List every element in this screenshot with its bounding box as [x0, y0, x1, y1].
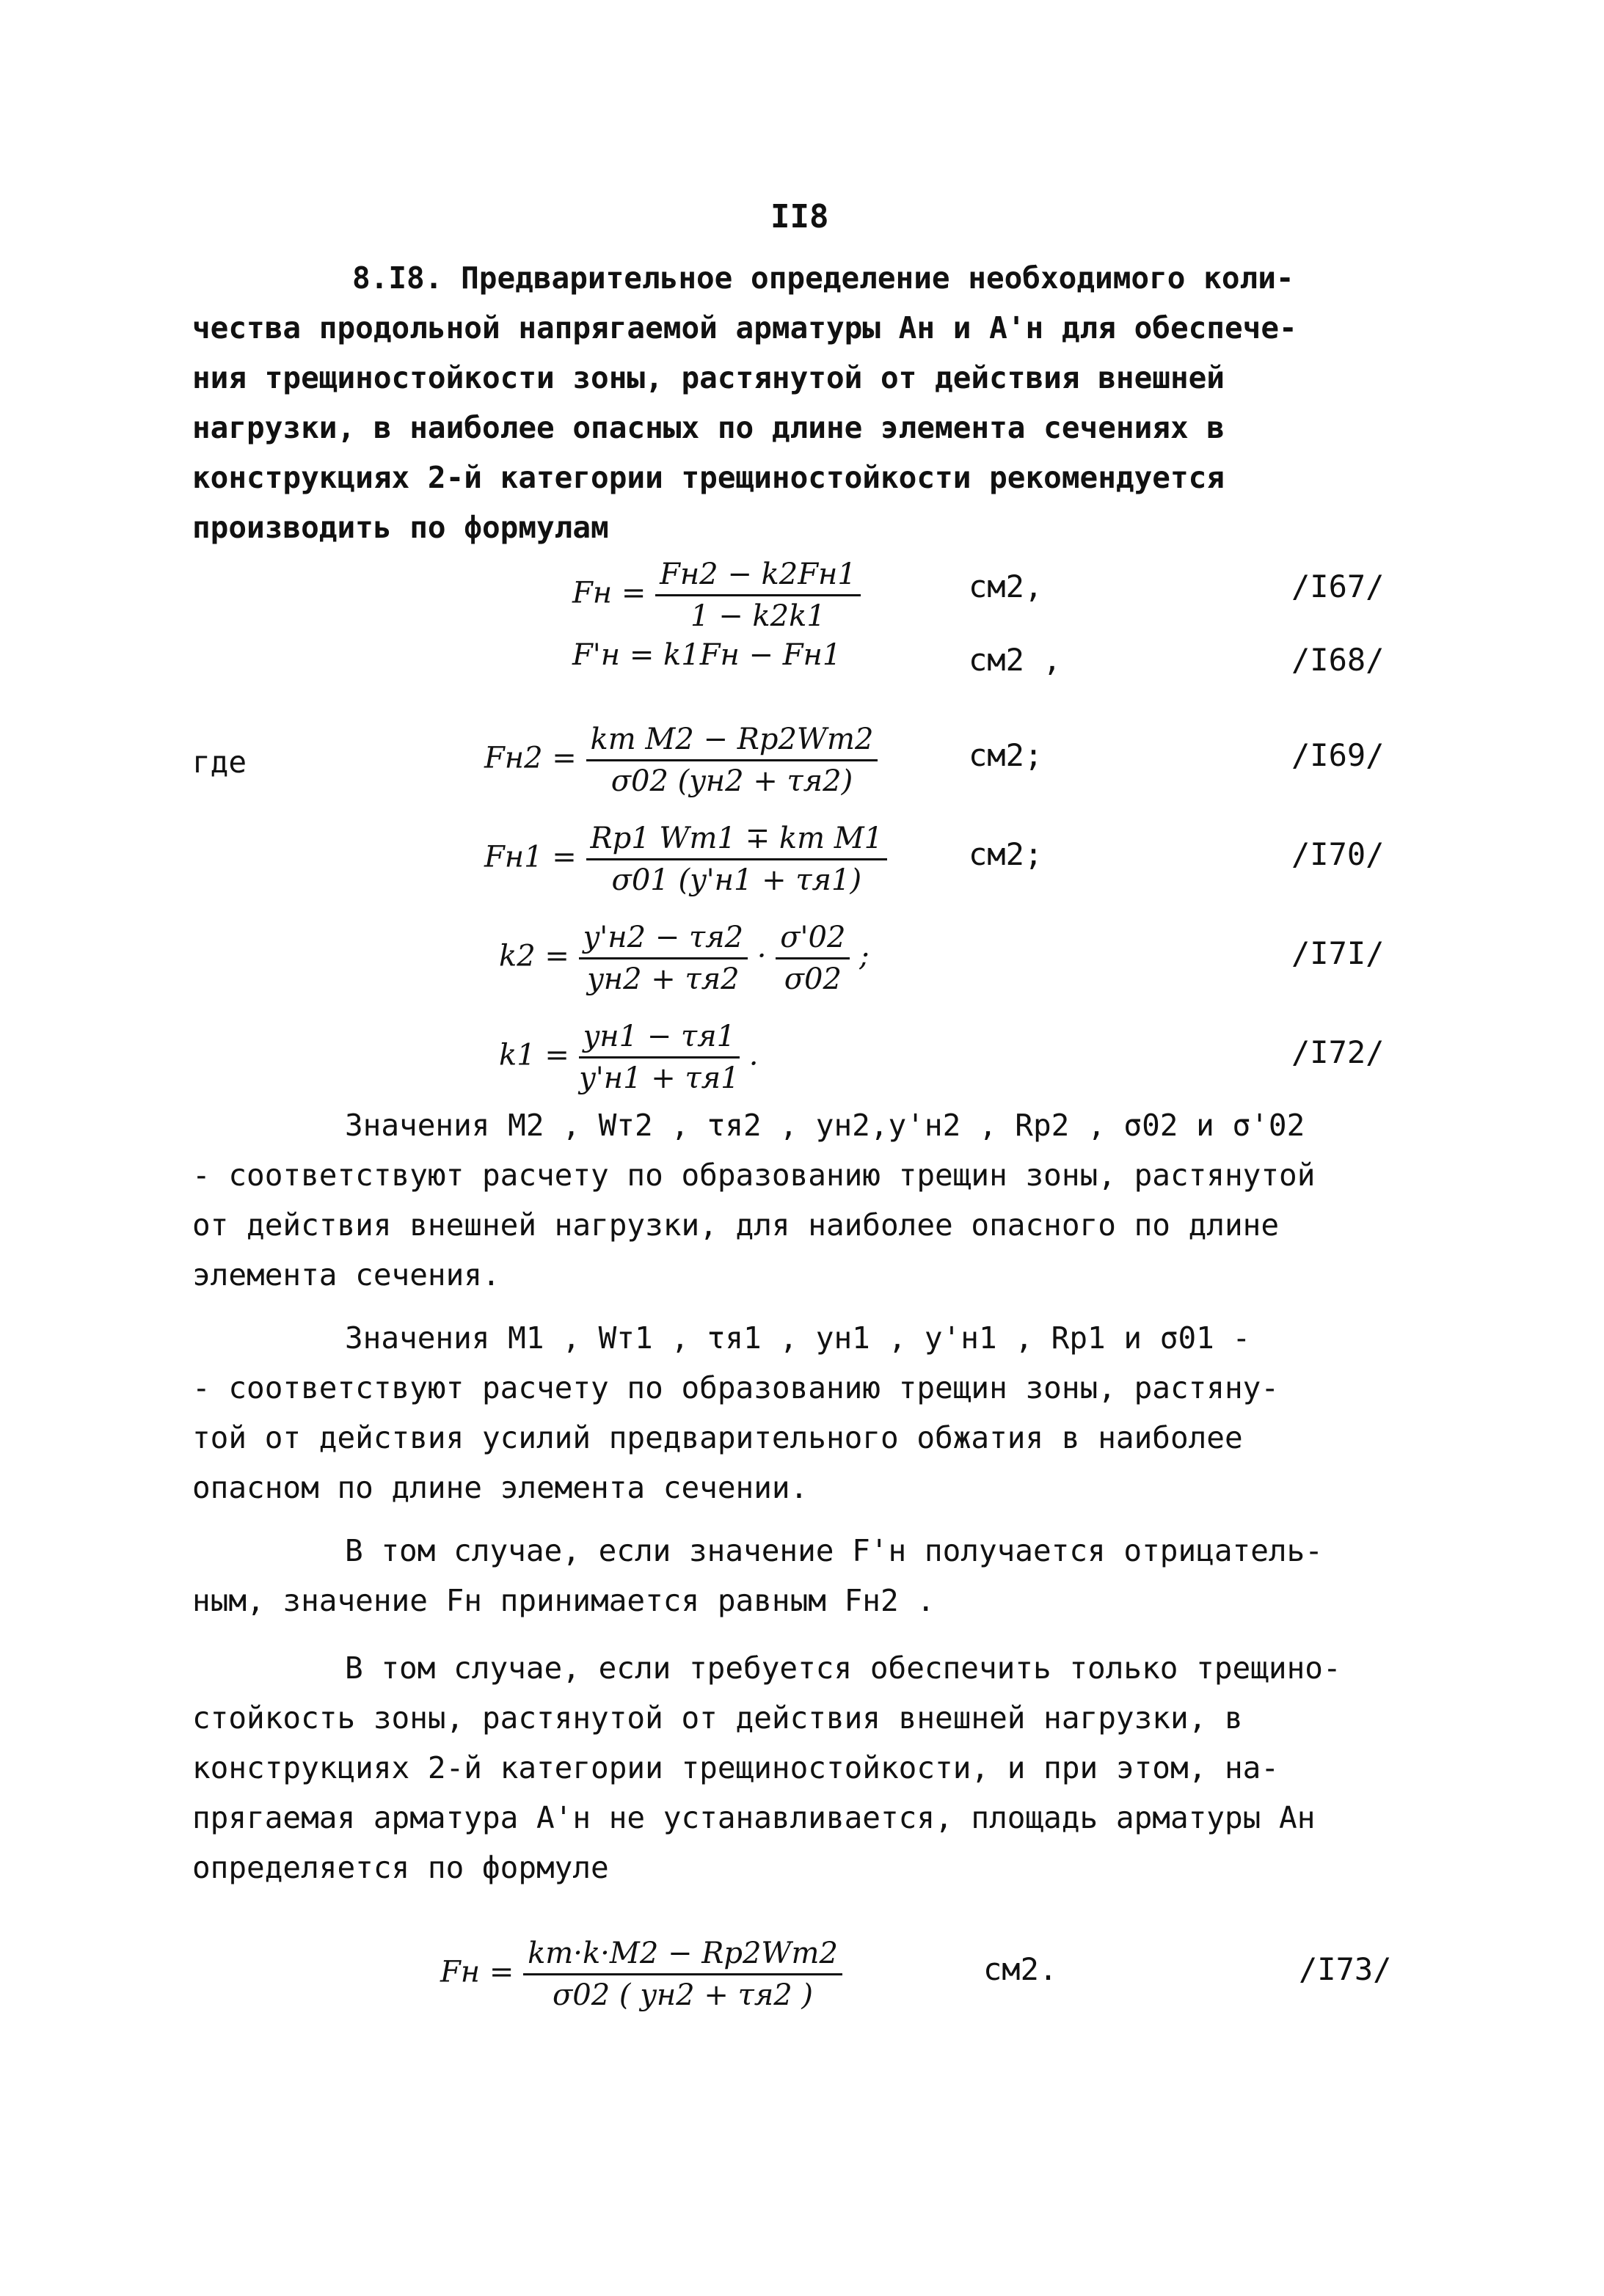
formula-171-number: /I7I/: [1291, 935, 1385, 971]
page-number: II8: [770, 198, 829, 235]
formula-167-unit: см2,: [969, 568, 1043, 604]
only-line-4: прягаемая арматура A'н не устанавливается, площадь арматуры Aн: [192, 1800, 1316, 1835]
formula-168: F'н = k1Fн − Fн1: [572, 638, 842, 672]
formula-170-number: /I70/: [1291, 836, 1385, 872]
formula-171: k2 = $\frac{y'н2 - \tau я2}{yн2 + \tau я2}$ · $\frac{\sigma'02}{\sigma 02}$ ;: [499, 921, 870, 996]
only-line-5: определяется по формуле: [192, 1850, 609, 1885]
formula-173-unit: см2.: [983, 1951, 1058, 1987]
section-line-2: чества продольной напрягаемой арматуры Aн и A'н для обеспече-: [192, 310, 1297, 346]
formula-170: Fн1 = $\frac{\text{Rp1 Wт1 ∓ kт M1}}{\sigma 01 (y'н1 + \tau я1)}$: [484, 822, 887, 897]
section-line-1: 8.I8. Предварительное определение необходимого коли-: [352, 260, 1294, 296]
values1-intro: Значения M1 , Wт1 , τя1 , yн1 , y'н1 , Rp1 и σ01 -: [345, 1320, 1251, 1356]
only-line-1: В том случае, если требуется обеспечить только трещино-: [345, 1650, 1341, 1686]
formula-172-number: /I72/: [1291, 1034, 1385, 1070]
formula-167: Fн = $\frac{Fн2 - k2Fн1}{1 - k2k1}$: [572, 557, 861, 633]
formula-169: Fн2 = $\frac{\text{kт M2 − Rp2Wт2}}{\sigma 02 (yн2 + \tau я2)}$: [484, 723, 878, 798]
values2-line-1: - соответствуют расчету по образованию трещин зоны, растянутой: [192, 1158, 1316, 1193]
formula-169-number: /I69/: [1291, 737, 1385, 773]
where-label: где: [192, 745, 247, 780]
negative-line-2: ным, значение Fн принимается равным Fн2 .: [192, 1583, 936, 1618]
section-line-5: конструкциях 2-й категории трещиностойкости рекомендуется: [192, 460, 1225, 495]
section-line-6: производить по формулам: [192, 510, 609, 545]
formula-172: k1 = $\frac{yн1 - \tau я1}{y'н1 + \tau я1}$ .: [499, 1020, 759, 1095]
values2-line-2: от действия внешней нагрузки, для наиболее опасного по длине: [192, 1207, 1280, 1243]
negative-line-1: В том случае, если значение F'н получается отрицатель-: [345, 1533, 1323, 1568]
values1-line-3: опасном по длине элемента сечении.: [192, 1470, 809, 1505]
values1-line-1: - соответствуют расчету по образованию трещин зоны, растяну-: [192, 1370, 1280, 1405]
only-line-3: конструкциях 2-й категории трещиностойкости, и при этом, на-: [192, 1750, 1280, 1785]
formula-170-unit: см2;: [969, 836, 1043, 872]
formula-169-unit: см2;: [969, 737, 1043, 773]
formula-173-number: /I73/: [1299, 1951, 1392, 1987]
values2-intro: Значения M2 , Wт2 , τя2 , yн2,y'н2 , Rp2 , σ02 и σ'02: [345, 1108, 1305, 1143]
values1-line-2: той от действия усилий предварительного обжатия в наиболее: [192, 1420, 1243, 1455]
formula-173: Fн = $\frac{kт\cdot k\cdot M2 - Rp2Wт2}{\sigma 02 ( yн2 + \tau я2 )}$: [440, 1937, 842, 2012]
only-line-2: стойкость зоны, растянутой от действия внешней нагрузки, в: [192, 1700, 1243, 1736]
formula-168-unit: см2 ,: [969, 642, 1062, 678]
formula-167-number: /I67/: [1291, 568, 1385, 604]
formula-168-number: /I68/: [1291, 642, 1385, 678]
values2-line-3: элемента сечения.: [192, 1257, 500, 1293]
section-line-4: нагрузки, в наиболее опасных по длине элемента сечениях в: [192, 410, 1225, 445]
section-line-3: ния трещиностойкости зоны, растянутой от действия внешней: [192, 360, 1225, 395]
